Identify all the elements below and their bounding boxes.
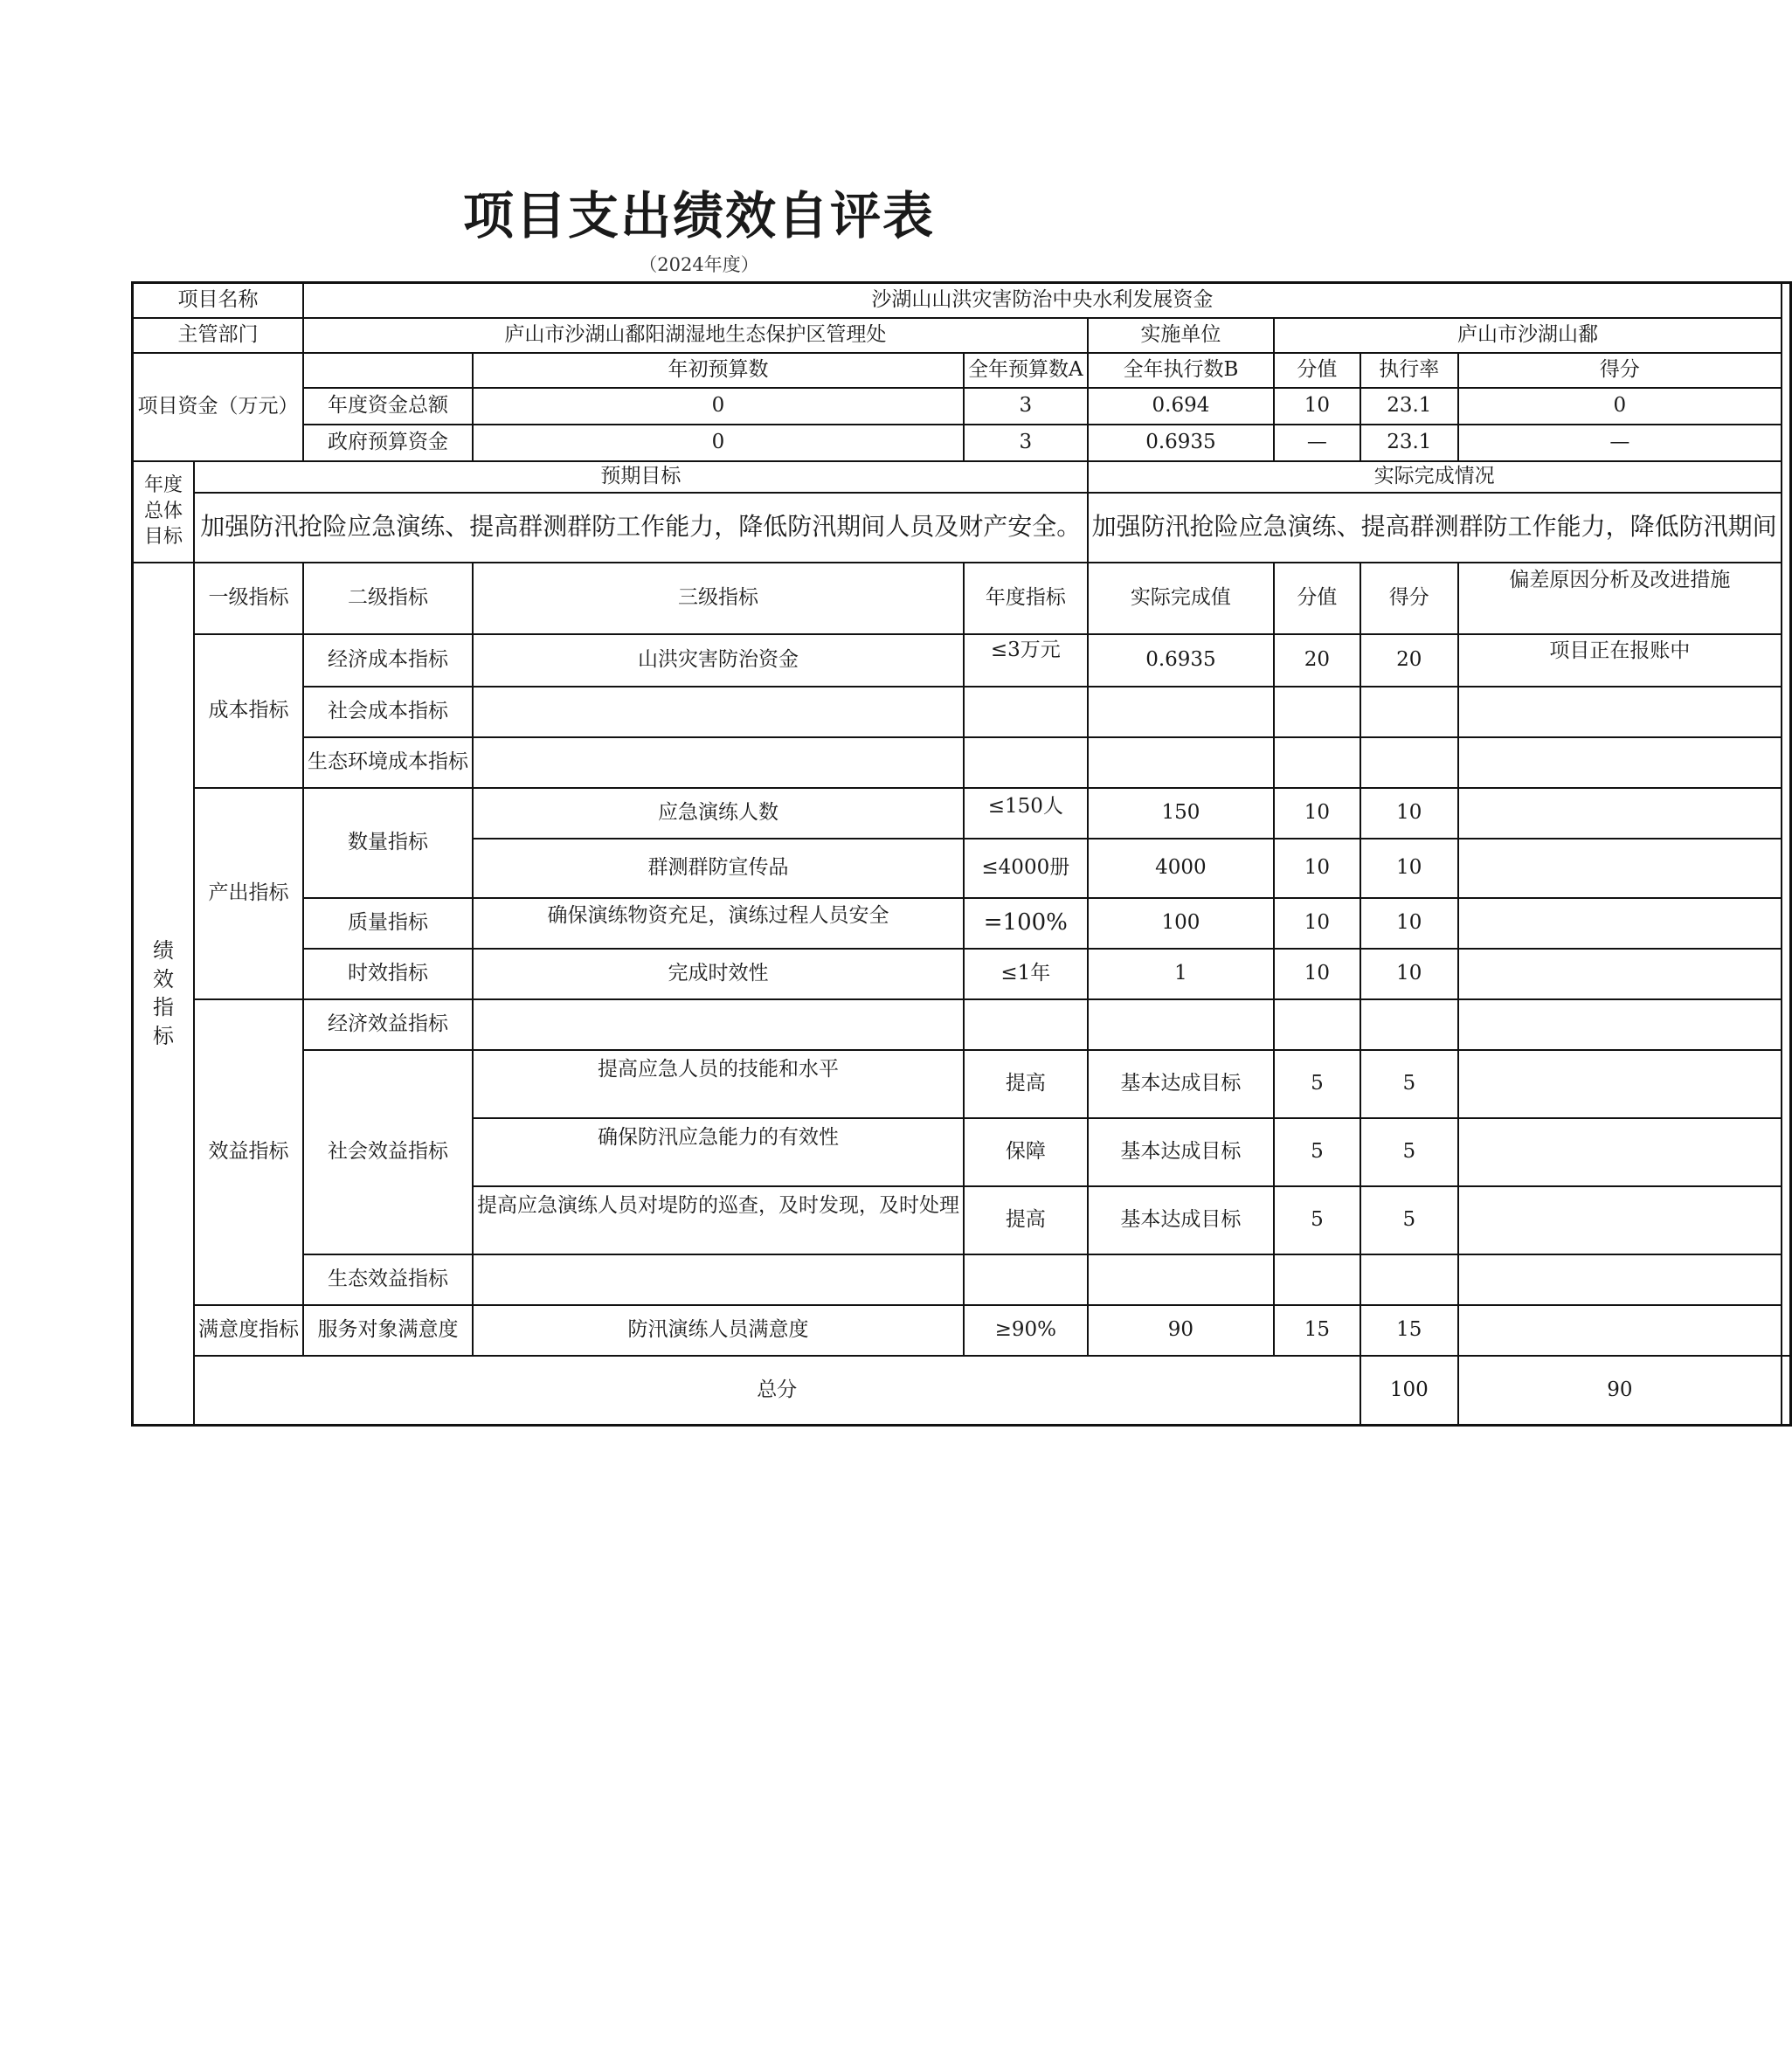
funds-header-executed: 全年执行数B [1088, 353, 1275, 388]
cost-reason: 项目正在报账中 [1458, 634, 1782, 687]
table-row [133, 687, 1791, 737]
funds-row-score: — [1274, 425, 1360, 461]
evaluation-table [131, 281, 1792, 1427]
funds-row-initial: 0 [473, 388, 964, 425]
funds-header-score: 分值 [1274, 353, 1360, 388]
satisfaction-level3: 防汛演练人员满意度 [473, 1305, 964, 1356]
funds-row [133, 388, 1791, 425]
header-level3: 三级指标 [473, 563, 964, 634]
output-score: 10 [1274, 839, 1360, 898]
goals-actual-label: 实际完成情况 [1088, 461, 1782, 493]
satisfaction-score: 15 [1274, 1305, 1360, 1356]
output-got: 10 [1360, 839, 1458, 898]
economic-benefit-label: 经济效益指标 [303, 999, 473, 1050]
satisfaction-actual: 90 [1088, 1305, 1275, 1356]
social-target: 提高 [964, 1050, 1088, 1118]
output-target: ≤150人 [964, 788, 1088, 839]
header-actual: 实际完成值 [1088, 563, 1275, 634]
total-row [133, 1356, 1791, 1426]
cost-target: ≤3万元 [964, 634, 1088, 687]
goals-label: 年度总体目标 [133, 461, 195, 563]
table-row [133, 999, 1791, 1050]
table-row [133, 898, 1791, 949]
page-subtitle: （2024年度） [639, 254, 759, 275]
funds-row-rate: 23.1 [1360, 425, 1458, 461]
timeliness-level3: 完成时效性 [473, 949, 964, 999]
cost-actual: 0.6935 [1088, 634, 1275, 687]
output-got: 10 [1360, 788, 1458, 839]
social-benefit-label: 社会效益指标 [303, 1050, 473, 1254]
funds-row-got: — [1458, 425, 1782, 461]
table-row [133, 634, 1791, 687]
social-actual: 基本达成目标 [1088, 1118, 1275, 1186]
table-row [133, 1050, 1791, 1118]
project-name-label: 项目名称 [133, 283, 304, 318]
funds-row-label: 年度资金总额 [303, 388, 473, 425]
funds-header-got: 得分 [1458, 353, 1782, 388]
funds-row-initial: 0 [473, 425, 964, 461]
social-level3: 提高应急演练人员对堤防的巡查，及时发现，及时处理 [473, 1186, 964, 1254]
output-label: 产出指标 [194, 788, 303, 999]
table-row [133, 1305, 1791, 1356]
funds-row-annual: 3 [964, 388, 1088, 425]
output-level3: 应急演练人数 [473, 788, 964, 839]
timeliness-target: ≤1年 [964, 949, 1088, 999]
output-level3: 群测群防宣传品 [473, 839, 964, 898]
page-title: 项目支出绩效自评表 [462, 186, 935, 245]
goals-content-row [133, 493, 1791, 563]
quality-label: 质量指标 [303, 898, 473, 949]
output-score: 10 [1274, 788, 1360, 839]
social-actual: 基本达成目标 [1088, 1050, 1275, 1118]
social-target: 提高 [964, 1186, 1088, 1254]
social-got: 5 [1360, 1050, 1458, 1118]
funds-row-rate: 23.1 [1360, 388, 1458, 425]
benefit-label: 效益指标 [194, 999, 303, 1305]
quality-level3: 确保演练物资充足，演练过程人员安全 [473, 898, 964, 949]
cost-got: 20 [1360, 634, 1458, 687]
header-level2: 二级指标 [303, 563, 473, 634]
funds-row-executed: 0.694 [1088, 388, 1275, 425]
header-score: 分值 [1274, 563, 1360, 634]
funds-header-rate: 执行率 [1360, 353, 1458, 388]
funds-header-row [133, 353, 1791, 388]
dept-row [133, 318, 1791, 353]
table-row [133, 737, 1791, 788]
social-target: 保障 [964, 1118, 1088, 1186]
quality-got: 10 [1360, 898, 1458, 949]
output-actual: 4000 [1088, 839, 1275, 898]
social-level3: 确保防汛应急能力的有效性 [473, 1118, 964, 1186]
quality-target: =100% [964, 898, 1088, 949]
cost-label: 成本指标 [194, 634, 303, 788]
cost-score: 20 [1274, 634, 1360, 687]
quality-score: 10 [1274, 898, 1360, 949]
header-reason: 偏差原因分析及改进措施 [1458, 563, 1782, 634]
social-actual: 基本达成目标 [1088, 1186, 1275, 1254]
table-row [133, 1254, 1791, 1305]
dept-label: 主管部门 [133, 318, 304, 353]
dept-value: 庐山市沙湖山鄱阳湖湿地生态保护区管理处 [303, 318, 1088, 353]
timeliness-got: 10 [1360, 949, 1458, 999]
funds-label: 项目资金（万元） [133, 353, 304, 461]
project-name: 沙湖山山洪灾害防治中央水利发展资金 [303, 283, 1782, 318]
goals-header-row [133, 461, 1791, 493]
goals-actual: 加强防汛抢险应急演练、提高群测群防工作能力，降低防汛期间 [1088, 493, 1782, 563]
funds-row-annual: 3 [964, 425, 1088, 461]
indicators-header-row [133, 563, 1791, 634]
social-level3: 提高应急人员的技能和水平 [473, 1050, 964, 1118]
header-level1: 一级指标 [194, 563, 303, 634]
indicators-section-label: 绩效指标 [133, 563, 195, 1426]
funds-header-initial: 年初预算数 [473, 353, 964, 388]
eco-benefit-label: 生态效益指标 [303, 1254, 473, 1305]
social-score: 5 [1274, 1118, 1360, 1186]
cost-level2: 社会成本指标 [303, 687, 473, 737]
total-got: 90 [1458, 1356, 1782, 1426]
social-score: 5 [1274, 1050, 1360, 1118]
header-got: 得分 [1360, 563, 1458, 634]
unit-label: 实施单位 [1088, 318, 1275, 353]
output-target: ≤4000册 [964, 839, 1088, 898]
funds-row-executed: 0.6935 [1088, 425, 1275, 461]
satisfaction-level2: 服务对象满意度 [303, 1305, 473, 1356]
quantity-label: 数量指标 [303, 788, 473, 898]
table-row [133, 788, 1791, 839]
social-got: 5 [1360, 1118, 1458, 1186]
quality-actual: 100 [1088, 898, 1275, 949]
social-got: 5 [1360, 1186, 1458, 1254]
funds-row-label: 政府预算资金 [303, 425, 473, 461]
funds-header-annual: 全年预算数A [964, 353, 1088, 388]
cost-level2: 经济成本指标 [303, 634, 473, 687]
total-score: 100 [1360, 1356, 1458, 1426]
table-row [133, 949, 1791, 999]
total-label: 总分 [194, 1356, 1360, 1426]
timeliness-actual: 1 [1088, 949, 1275, 999]
funds-row-score: 10 [1274, 388, 1360, 425]
funds-row [133, 425, 1791, 461]
goals-expected: 加强防汛抢险应急演练、提高群测群防工作能力，降低防汛期间人员及财产安全。 [194, 493, 1088, 563]
satisfaction-got: 15 [1360, 1305, 1458, 1356]
unit-value: 庐山市沙湖山鄱 [1274, 318, 1781, 353]
funds-row-got: 0 [1458, 388, 1782, 425]
goals-expected-label: 预期目标 [194, 461, 1088, 493]
satisfaction-label: 满意度指标 [194, 1305, 303, 1356]
cost-level2: 生态环境成本指标 [303, 737, 473, 788]
project-name-row [133, 283, 1791, 318]
header-target: 年度指标 [964, 563, 1088, 634]
social-score: 5 [1274, 1186, 1360, 1254]
satisfaction-target: ≥90% [964, 1305, 1088, 1356]
timeliness-score: 10 [1274, 949, 1360, 999]
output-actual: 150 [1088, 788, 1275, 839]
cost-level3: 山洪灾害防治资金 [473, 634, 964, 687]
timeliness-label: 时效指标 [303, 949, 473, 999]
